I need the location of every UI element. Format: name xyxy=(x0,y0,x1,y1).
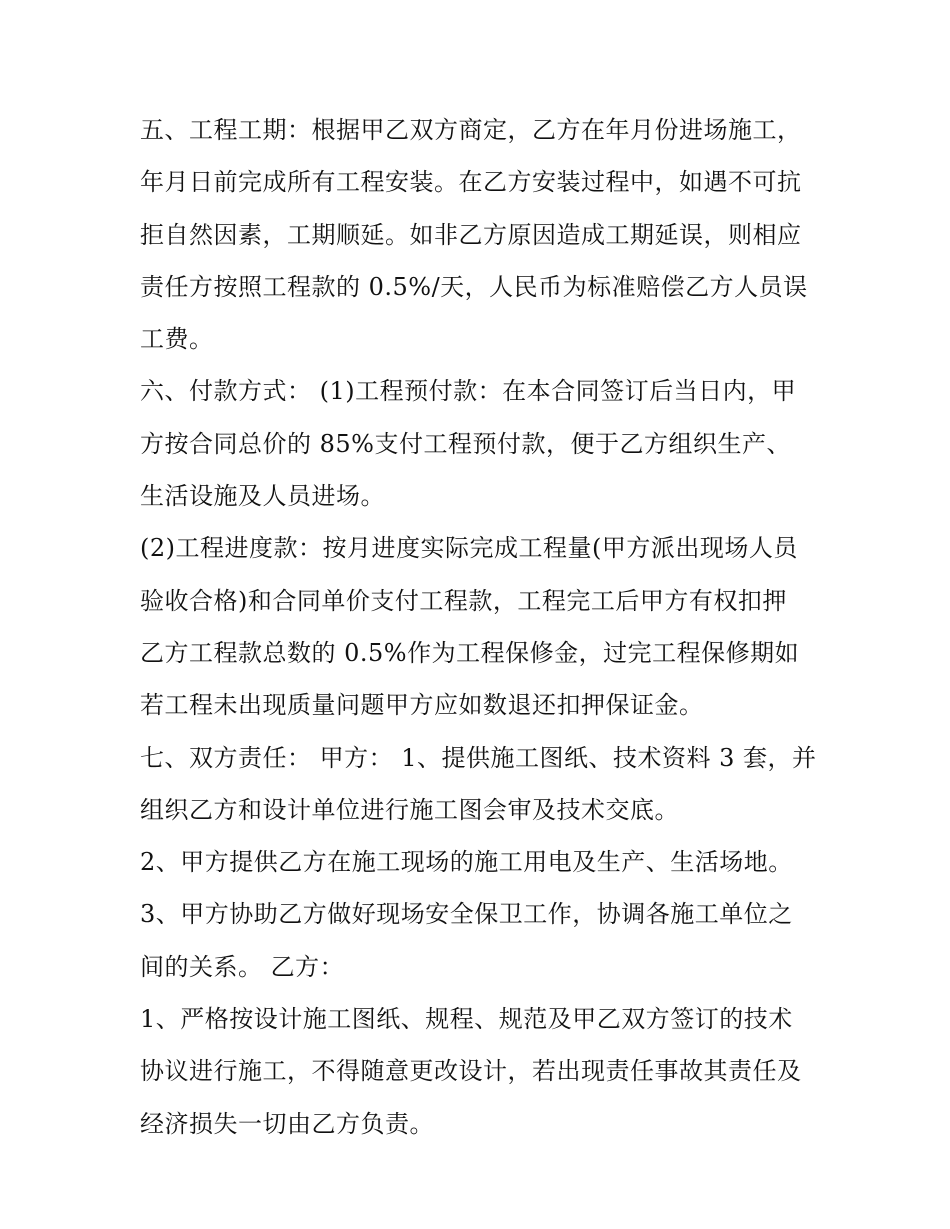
text-line: 五、工程工期：根据甲乙双方商定，乙方在年月份进场施工， xyxy=(140,116,802,144)
text-line: 责任方按照工程款的 0.5%/天，人民币为标准赔偿乙方人员误 xyxy=(140,272,808,301)
text-line: 3、甲方协助乙方做好现场安全保卫工作，协调各施工单位之 xyxy=(140,900,793,929)
text-line: 方按合同总价的 85%支付工程预付款，便于乙方组织生产、 xyxy=(140,429,791,458)
text-line: 七、双方责任： 甲方： 1、提供施工图纸、技术资料 3 套，并 xyxy=(140,743,817,772)
text-line: 若工程未出现质量问题甲方应如数退还扣押保证金。 xyxy=(140,691,704,720)
text-line: 工费。 xyxy=(140,325,214,354)
text-line: (2)工程进度款：按月进度实际完成工程量(甲方派出现场人员 xyxy=(140,534,798,563)
text-line: 年月日前完成所有工程安装。在乙方安装过程中，如遇不可抗 xyxy=(140,168,802,197)
text-line: 2、甲方提供乙方在施工现场的施工用电及生产、生活场地。 xyxy=(140,848,793,877)
text-line: 经济损失一切由乙方负责。 xyxy=(140,1109,434,1138)
text-line: 验收合格)和合同单价支付工程款，工程完工后甲方有权扣押 xyxy=(140,586,787,615)
text-line: 生活设施及人员进场。 xyxy=(140,482,385,511)
contract-body-text xyxy=(140,104,820,1150)
text-line: 1、严格按设计施工图纸、规程、规范及甲乙双方签订的技术 xyxy=(140,1005,793,1034)
text-line: 间的关系。 乙方： xyxy=(140,952,345,981)
text-line: 组织乙方和设计单位进行施工图会审及技术交底。 xyxy=(140,795,679,824)
text-line: 六、付款方式： (1)工程预付款：在本合同签订后当日内，甲 xyxy=(140,377,797,406)
text-line: 协议进行施工，不得随意更改设计，若出现责任事故其责任及 xyxy=(140,1057,802,1086)
text-line: 乙方工程款总数的 0.5%作为工程保修金，过完工程保修期如 xyxy=(140,638,800,667)
text-line: 拒自然因素，工期顺延。如非乙方原因造成工期延误，则相应 xyxy=(140,220,802,249)
